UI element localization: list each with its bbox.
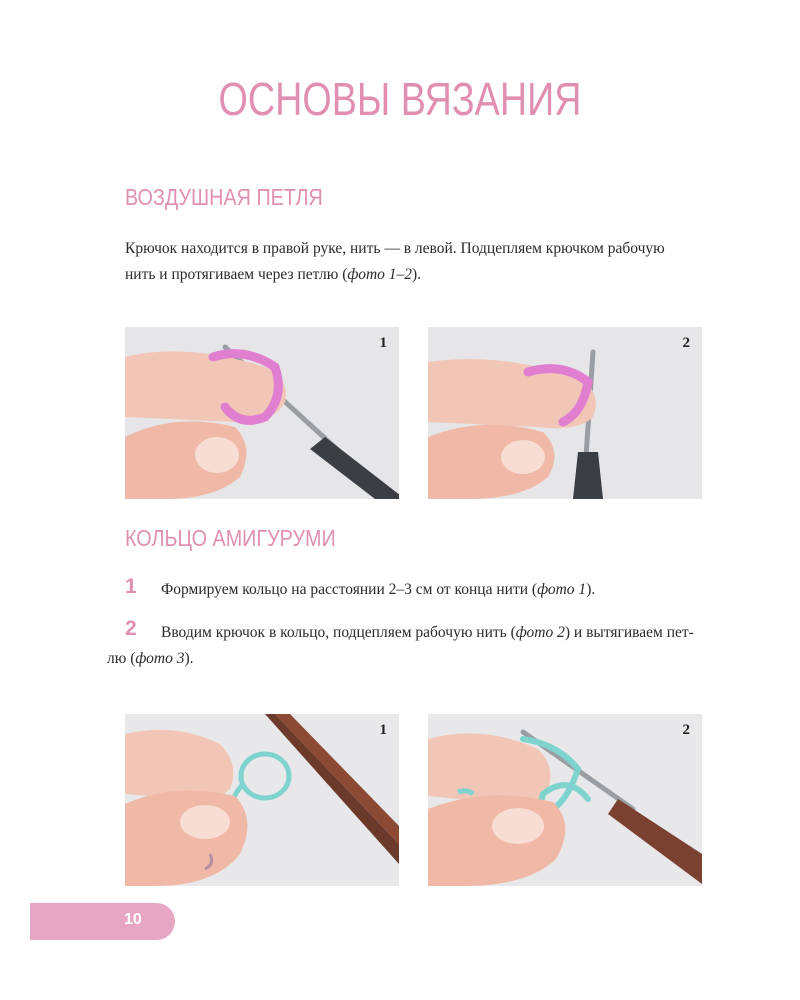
- chain-stitch-line-2-text: нить и протягиваем через петлю (: [125, 266, 348, 283]
- page-title: ОСНОВЫ ВЯЗАНИЯ: [218, 73, 582, 125]
- photo-chain-stitch-1: [125, 327, 399, 499]
- step-2-line-1: [125, 620, 703, 646]
- section-title-amigurumi-ring: КОЛЬЦО АМИГУРУМИ: [125, 525, 336, 551]
- section-title-chain-stitch: ВОЗДУШНАЯ ПЕТЛЯ: [125, 184, 323, 210]
- photo-number: 1: [379, 335, 387, 351]
- step-2-line-2-end: ).: [184, 650, 194, 667]
- step-text-1: [125, 577, 703, 603]
- step-2-line-1-end: ) и вытягиваем пет-: [564, 624, 694, 641]
- photo-number: 2: [682, 722, 690, 738]
- step-number-1: 1: [125, 575, 137, 598]
- photo-amigurumi-ring-1: [125, 714, 399, 886]
- chain-stitch-line-1: Крючок находится в правой руке, нить — в левой. Подцепляем крючком рабочую: [125, 240, 665, 257]
- page-number-tab: [30, 903, 175, 940]
- photo-ref: фото 1: [537, 581, 587, 598]
- step-1-text: Формируем кольцо на расстоянии 2–3 см от конца нити (: [161, 581, 538, 598]
- photo-chain-stitch-2: [428, 327, 702, 499]
- photo-number: 1: [379, 722, 387, 738]
- step-2-line-1-text: Вводим крючок в кольцо, подцепляем рабочую нить (: [161, 624, 516, 641]
- page-number: 10: [124, 911, 142, 928]
- step-2-line-2: [107, 646, 703, 672]
- photo-number: 2: [682, 335, 690, 351]
- photo-ref: фото 2: [515, 624, 565, 641]
- chain-stitch-line-2: [125, 262, 705, 288]
- step-text-2: [107, 620, 703, 672]
- photo-ref: фото 3: [135, 650, 185, 667]
- photo-ref: фото 1–2: [347, 266, 413, 283]
- step-number-2: 2: [125, 617, 137, 640]
- chain-stitch-line-2-end: ).: [412, 266, 422, 283]
- step-2-line-2-text: лю (: [107, 650, 136, 667]
- chain-stitch-description: [125, 236, 705, 288]
- photo-amigurumi-ring-2: [428, 714, 702, 886]
- step-1-end: ).: [586, 581, 596, 598]
